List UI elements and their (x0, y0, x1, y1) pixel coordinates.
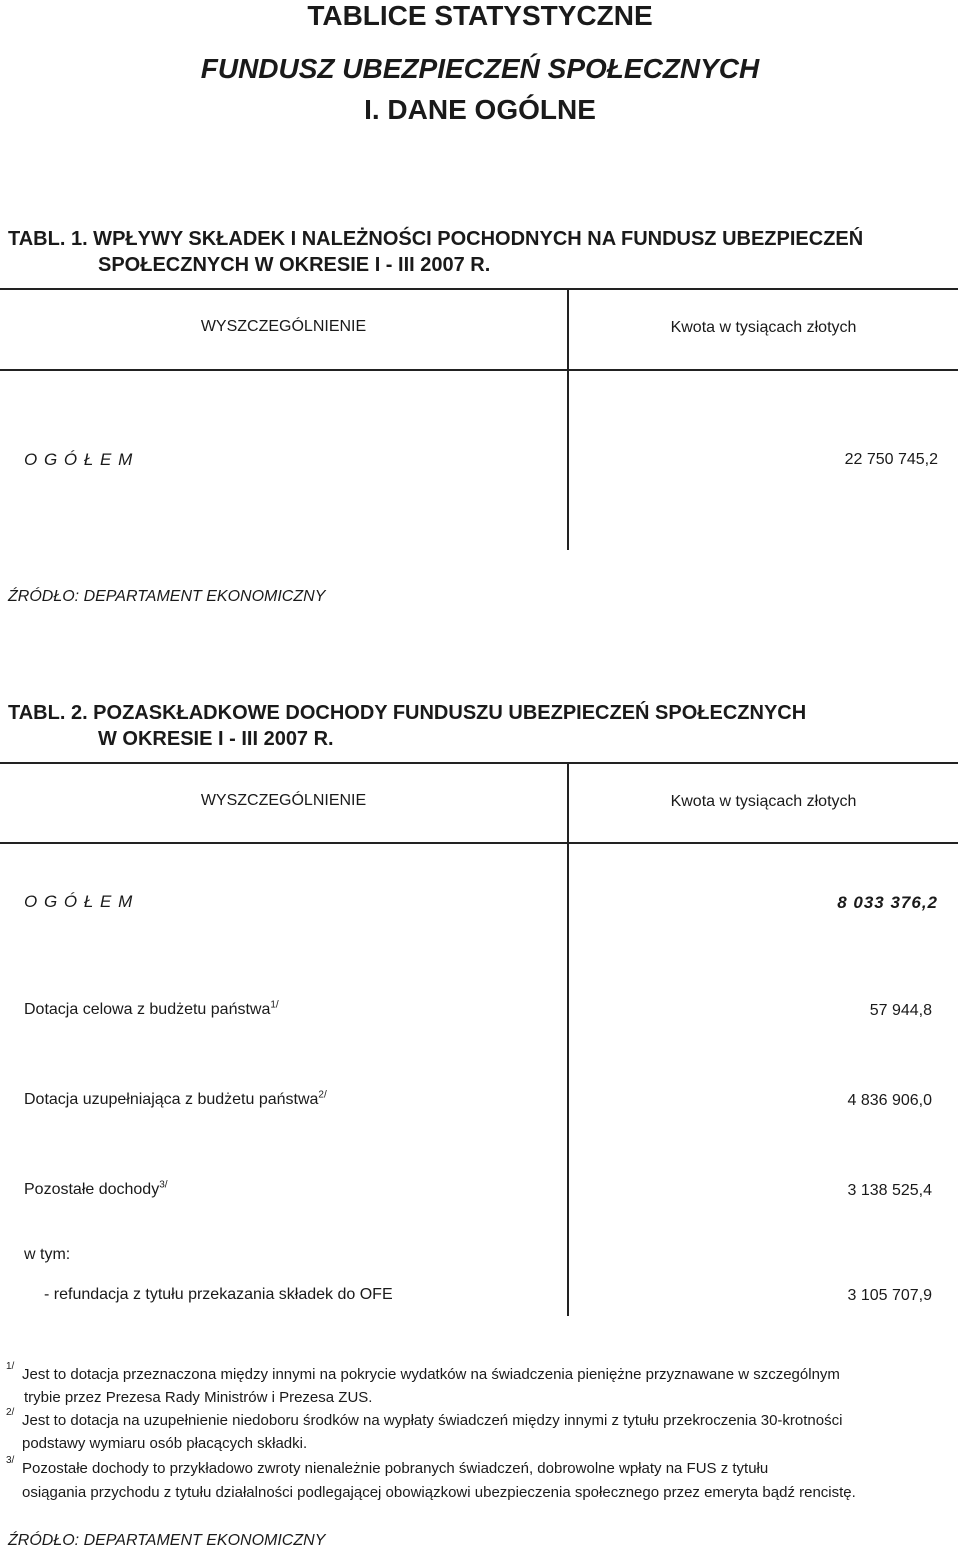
table-row (24, 1001, 279, 1019)
sub-row-value: 3 105 707,9 (847, 1287, 932, 1304)
table2-top-border (0, 762, 958, 764)
footnote-text: podstawy wymiaru osób płacących składki. (22, 1435, 308, 1452)
footnote-mark: 1/ (270, 999, 279, 1011)
table1-source: ŹRÓDŁO: DEPARTAMENT EKONOMICZNY (8, 588, 326, 605)
table1-total-label: O G Ó Ł E M (24, 450, 134, 469)
row-value: 4 836 906,0 (847, 1092, 932, 1109)
footnote-text: osiągania przychodu z tytułu działalności podlegającej obowiązkowi ubezpieczenia społecznego przez emeryta bądź rencistę. (22, 1484, 856, 1501)
table1-top-border (0, 288, 958, 290)
footnote-marker: 2/ (6, 1407, 15, 1418)
table2-title-line1: TABL. 2. POZASKŁADKOWE DOCHODY FUNDUSZU UBEZPIECZEŃ SPOŁECZNYCH (8, 702, 807, 724)
in-which-label: w tym: (24, 1246, 71, 1263)
row-label: Dotacja celowa z budżetu państwa (24, 1001, 271, 1018)
footnote-marker: 1/ (6, 1361, 15, 1372)
table2-column-divider (567, 762, 569, 1316)
footnote-text: Jest to dotacja na uzupełnienie niedoboru środków na wypłaty świadczeń między innymi z tytułu przekroczenia 30-krotności (22, 1412, 843, 1429)
row-label: Pozostałe dochody (24, 1181, 160, 1198)
table2-total-label: O G Ó Ł E M (24, 892, 134, 911)
footnote-text: Jest to dotacja przeznaczona między innymi na pokrycie wydatków na świadczenia pieniężne przyznawane w szczególnym (22, 1366, 840, 1383)
footnote-text: trybie przez Prezesa Rady Ministrów i Prezesa ZUS. (24, 1389, 373, 1406)
page-title: TABLICE STATYSTYCZNE (307, 0, 653, 31)
table2-total-value: 8 033 376,2 (837, 893, 938, 912)
footnote-marker: 3/ (6, 1455, 15, 1466)
table-row (24, 1091, 327, 1109)
row-value: 3 138 525,4 (847, 1182, 932, 1199)
table1-col-left-header: WYSZCZEGÓLNIENIE (200, 318, 367, 335)
table2-header-border (0, 842, 958, 844)
row-value: 57 944,8 (869, 1002, 932, 1019)
table1-header-border (0, 369, 958, 371)
table2-col-right-header: Kwota w tysiącach złotych (670, 793, 857, 810)
table-row (24, 1181, 168, 1199)
table1-title-line1: TABL. 1. WPŁYWY SKŁADEK I NALEŻNOŚCI POCHODNYCH NA FUNDUSZ UBEZPIECZEŃ (8, 228, 864, 250)
row-label: Dotacja uzupełniająca z budżetu państwa (24, 1091, 319, 1108)
table2-col-left-header: WYSZCZEGÓLNIENIE (200, 792, 367, 809)
section-title: I. DANE OGÓLNE (364, 94, 596, 125)
fund-title: FUNDUSZ UBEZPIECZEŃ SPOŁECZNYCH (200, 53, 760, 84)
table1-col-right-header: Kwota w tysiącach złotych (670, 319, 857, 336)
table1-title-line2: SPOŁECZNYCH W OKRESIE I - III 2007 R. (98, 254, 491, 276)
footnote-text: Pozostałe dochody to przykładowo zwroty nienależnie pobranych świadczeń, dobrowolne wpłaty na FUS z tytułu (22, 1460, 769, 1477)
bottom-source: ŹRÓDŁO: DEPARTAMENT EKONOMICZNY (8, 1532, 326, 1549)
footnote-mark: 2/ (318, 1089, 327, 1101)
table1-total-value: 22 750 745,2 (844, 451, 938, 468)
footnote-mark: 3/ (159, 1179, 168, 1191)
sub-row-label: - refundacja z tytułu przekazania składek do OFE (44, 1286, 393, 1303)
table2-title-line2: W OKRESIE I - III 2007 R. (98, 728, 334, 750)
